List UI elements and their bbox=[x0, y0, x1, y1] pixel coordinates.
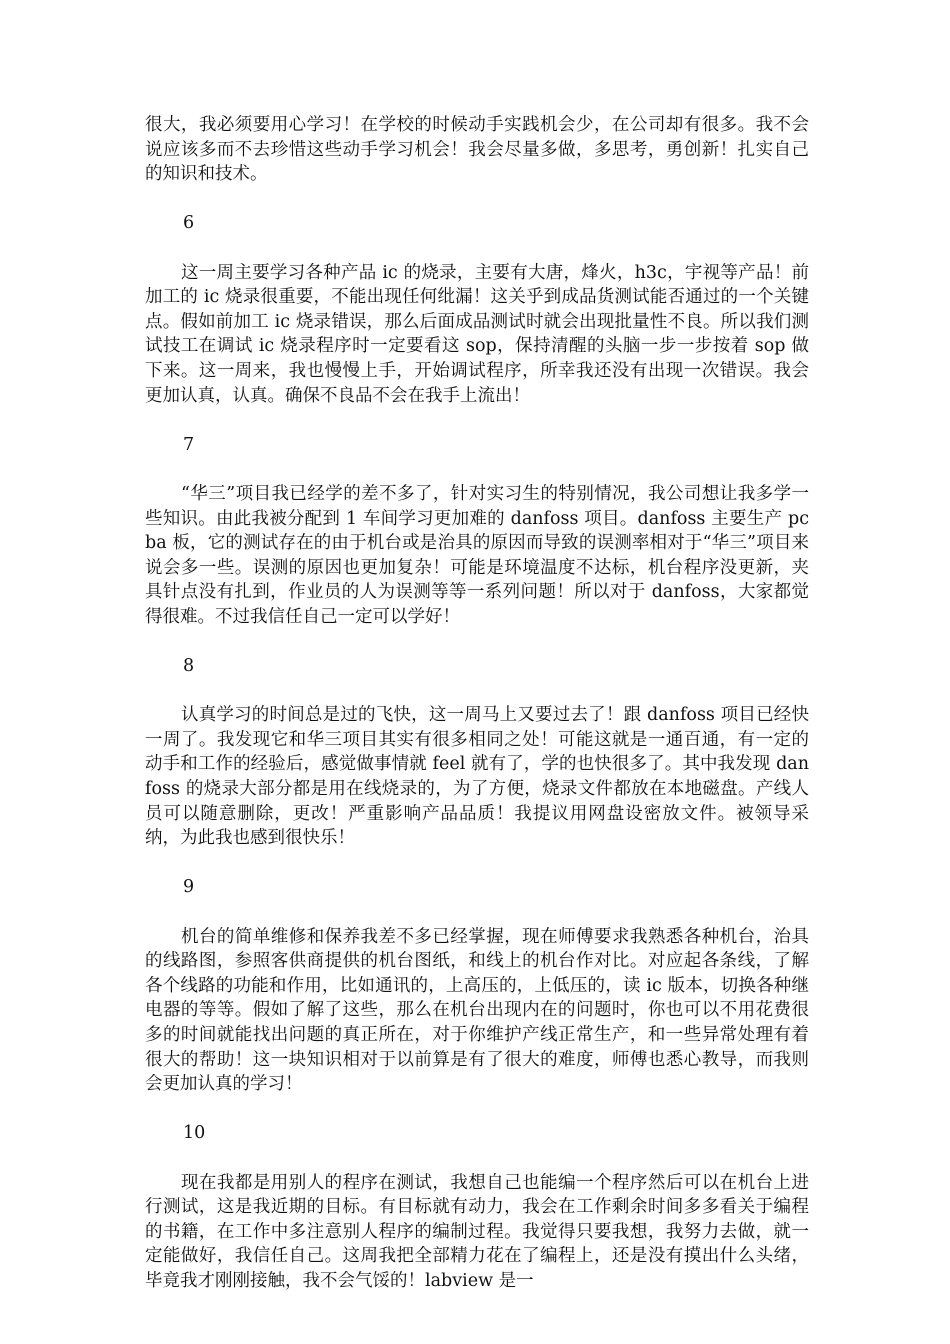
section-paragraph: 认真学习的时间总是过的飞快，这一周马上又要过去了！跟 danfoss 项目已经快一周了。我发现它和华三项目其实有很多相同之处！可能这就是一通百通，有一定的动手和工作的经验后，感觉做事情就 feel 就有了，学的也快很多了。其中我发现 danfoss 的烧录大部分都是用在线烧录的，为了方便，烧录文件都放在本地磁盘。产线人员可以随意删除，更改！严重影响产品品质！我提议用网盘设密放文件。被领导采纳，为此我也感到很快乐！ bbox=[145, 705, 809, 849]
spacer bbox=[145, 679, 809, 704]
spacer bbox=[145, 236, 809, 261]
spacer bbox=[145, 1146, 809, 1171]
section-paragraph: 现在我都是用别人的程序在测试，我想自己也能编一个程序然后可以在机台上进行测试，这是我近期的目标。有目标就有动力，我会在工作剩余时间多多看关于编程的书籍，在工作中多注意别人程序的编制过程。我觉得只要我想，我努力去做，就一定能做好，我信任自己。这周我把全部精力花在了编程上，还是没有摸出什么头绪，毕竟我才刚刚接触，我不会气馁的！labview 是一 bbox=[145, 1172, 809, 1291]
spacer bbox=[145, 900, 809, 925]
spacer bbox=[145, 187, 809, 212]
spacer bbox=[145, 1097, 809, 1122]
section-paragraph: 机台的简单维修和保养我差不多已经掌握，现在师傅要求我熟悉各种机台，治具的线路图，参照客供商提供的机台图纸，和线上的机台作对比。对应起各条线，了解各个线路的功能和作用，比如通讯的，上高压的，上低压的，读 ic 版本，切换各种继电器的等等。假如了解了这些，那么在机台出现内在的问题时，你也可以不用花费很多的时间就能找出问题的真正所在，对于你维护产线正常生产，和一些异常处理有着很大的帮助！这一块知识相对于以前算是有了很大的难度，师傅也悉心教导，而我则会更加认真的学习！ bbox=[145, 926, 809, 1095]
spacer bbox=[145, 457, 809, 482]
section-number: 8 bbox=[183, 656, 195, 677]
section-number: 9 bbox=[183, 877, 195, 898]
spacer bbox=[145, 629, 809, 654]
section-number: 10 bbox=[183, 1123, 206, 1144]
spacer bbox=[145, 408, 809, 433]
intro-paragraph: 很大，我必须要用心学习！在学校的时候动手实践机会少，在公司却有很多。我不会说应该多而不去珍惜这些动手学习机会！我会尽量多做，多思考，勇创新！扎实自己的知识和技术。 bbox=[145, 115, 809, 185]
spacer bbox=[145, 851, 809, 876]
document-body bbox=[145, 113, 809, 1294]
section-number: 6 bbox=[183, 213, 195, 234]
section-paragraph: “华三”项目我已经学的差不多了，针对实习生的特别情况，我公司想让我多学一些知识。由此我被分配到 1 车间学习更加难的 danfoss 项目。danfoss 主要生产 pcba 板，它的测试存在的由于机台或是治具的原因而导致的误测率相对于“华三”项目来说会多一些。误测的原因也更加复杂！可能是环境温度不达标，机台程序没更新，夹具针点没有扎到，作业员的人为误测等等一系列问题！所以对于 danfoss，大家都觉得很难。不过我信任自己一定可以学好！ bbox=[145, 483, 809, 627]
section-number: 7 bbox=[183, 434, 195, 455]
section-paragraph: 这一周主要学习各种产品 ic 的烧录，主要有大唐，烽火，h3c，宇视等产品！前加工的 ic 烧录很重要，不能出现任何纰漏！这关乎到成品货测试能否通过的一个关键点。假如前加工 ic 烧录错误，那么后面成品测试时就会出现批量性不良。所以我们测试技工在调试 ic 烧录程序时一定要看这 sop，保持清醒的头脑一步一步按着 sop 做下来。这一周来，我也慢慢上手，开始调试程序，所幸我还没有出现一次错误。我会更加认真，认真。确保不良品不会在我手上流出！ bbox=[145, 262, 809, 406]
